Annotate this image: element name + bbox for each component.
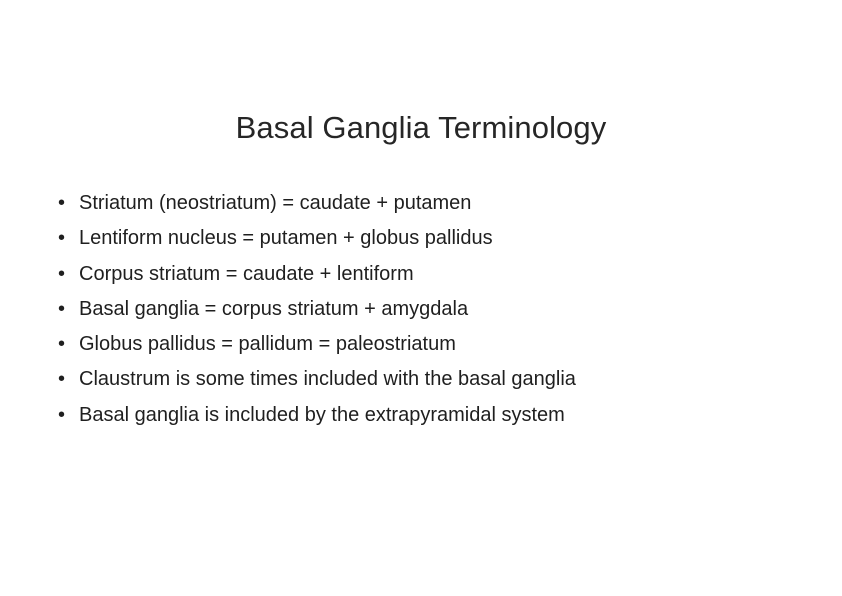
bullet-icon: • bbox=[58, 403, 66, 426]
bullet-icon: • bbox=[58, 333, 66, 356]
list-item bbox=[58, 327, 818, 362]
list-item-text: Basal ganglia = corpus striatum + amygdala bbox=[79, 297, 469, 320]
list-item-text: Corpus striatum = caudate + lentiform bbox=[79, 262, 414, 285]
list-item-text: Striatum (neostriatum) = caudate + putamen bbox=[79, 192, 472, 214]
bullet-icon: • bbox=[58, 368, 66, 391]
bullet-icon: • bbox=[58, 297, 66, 320]
list-item-text: Lentiform nucleus = putamen + globus pallidus bbox=[79, 227, 493, 250]
bullet-icon: • bbox=[58, 192, 66, 214]
list-item bbox=[58, 186, 818, 221]
list-item bbox=[58, 292, 818, 327]
list-item-text: Basal ganglia is included by the extrapyramidal system bbox=[79, 403, 565, 426]
list-item bbox=[58, 398, 818, 433]
bullet-list bbox=[58, 186, 818, 433]
slide-title: Basal Ganglia Terminology bbox=[235, 110, 607, 145]
bullet-icon: • bbox=[58, 227, 66, 250]
list-item-text: Globus pallidus = pallidum = paleostriatum bbox=[79, 333, 456, 356]
list-item bbox=[58, 221, 818, 256]
list-item-text: Claustrum is some times included with the basal ganglia bbox=[79, 368, 576, 391]
list-item bbox=[58, 362, 818, 397]
list-item bbox=[58, 257, 818, 292]
bullet-icon: • bbox=[58, 262, 66, 285]
